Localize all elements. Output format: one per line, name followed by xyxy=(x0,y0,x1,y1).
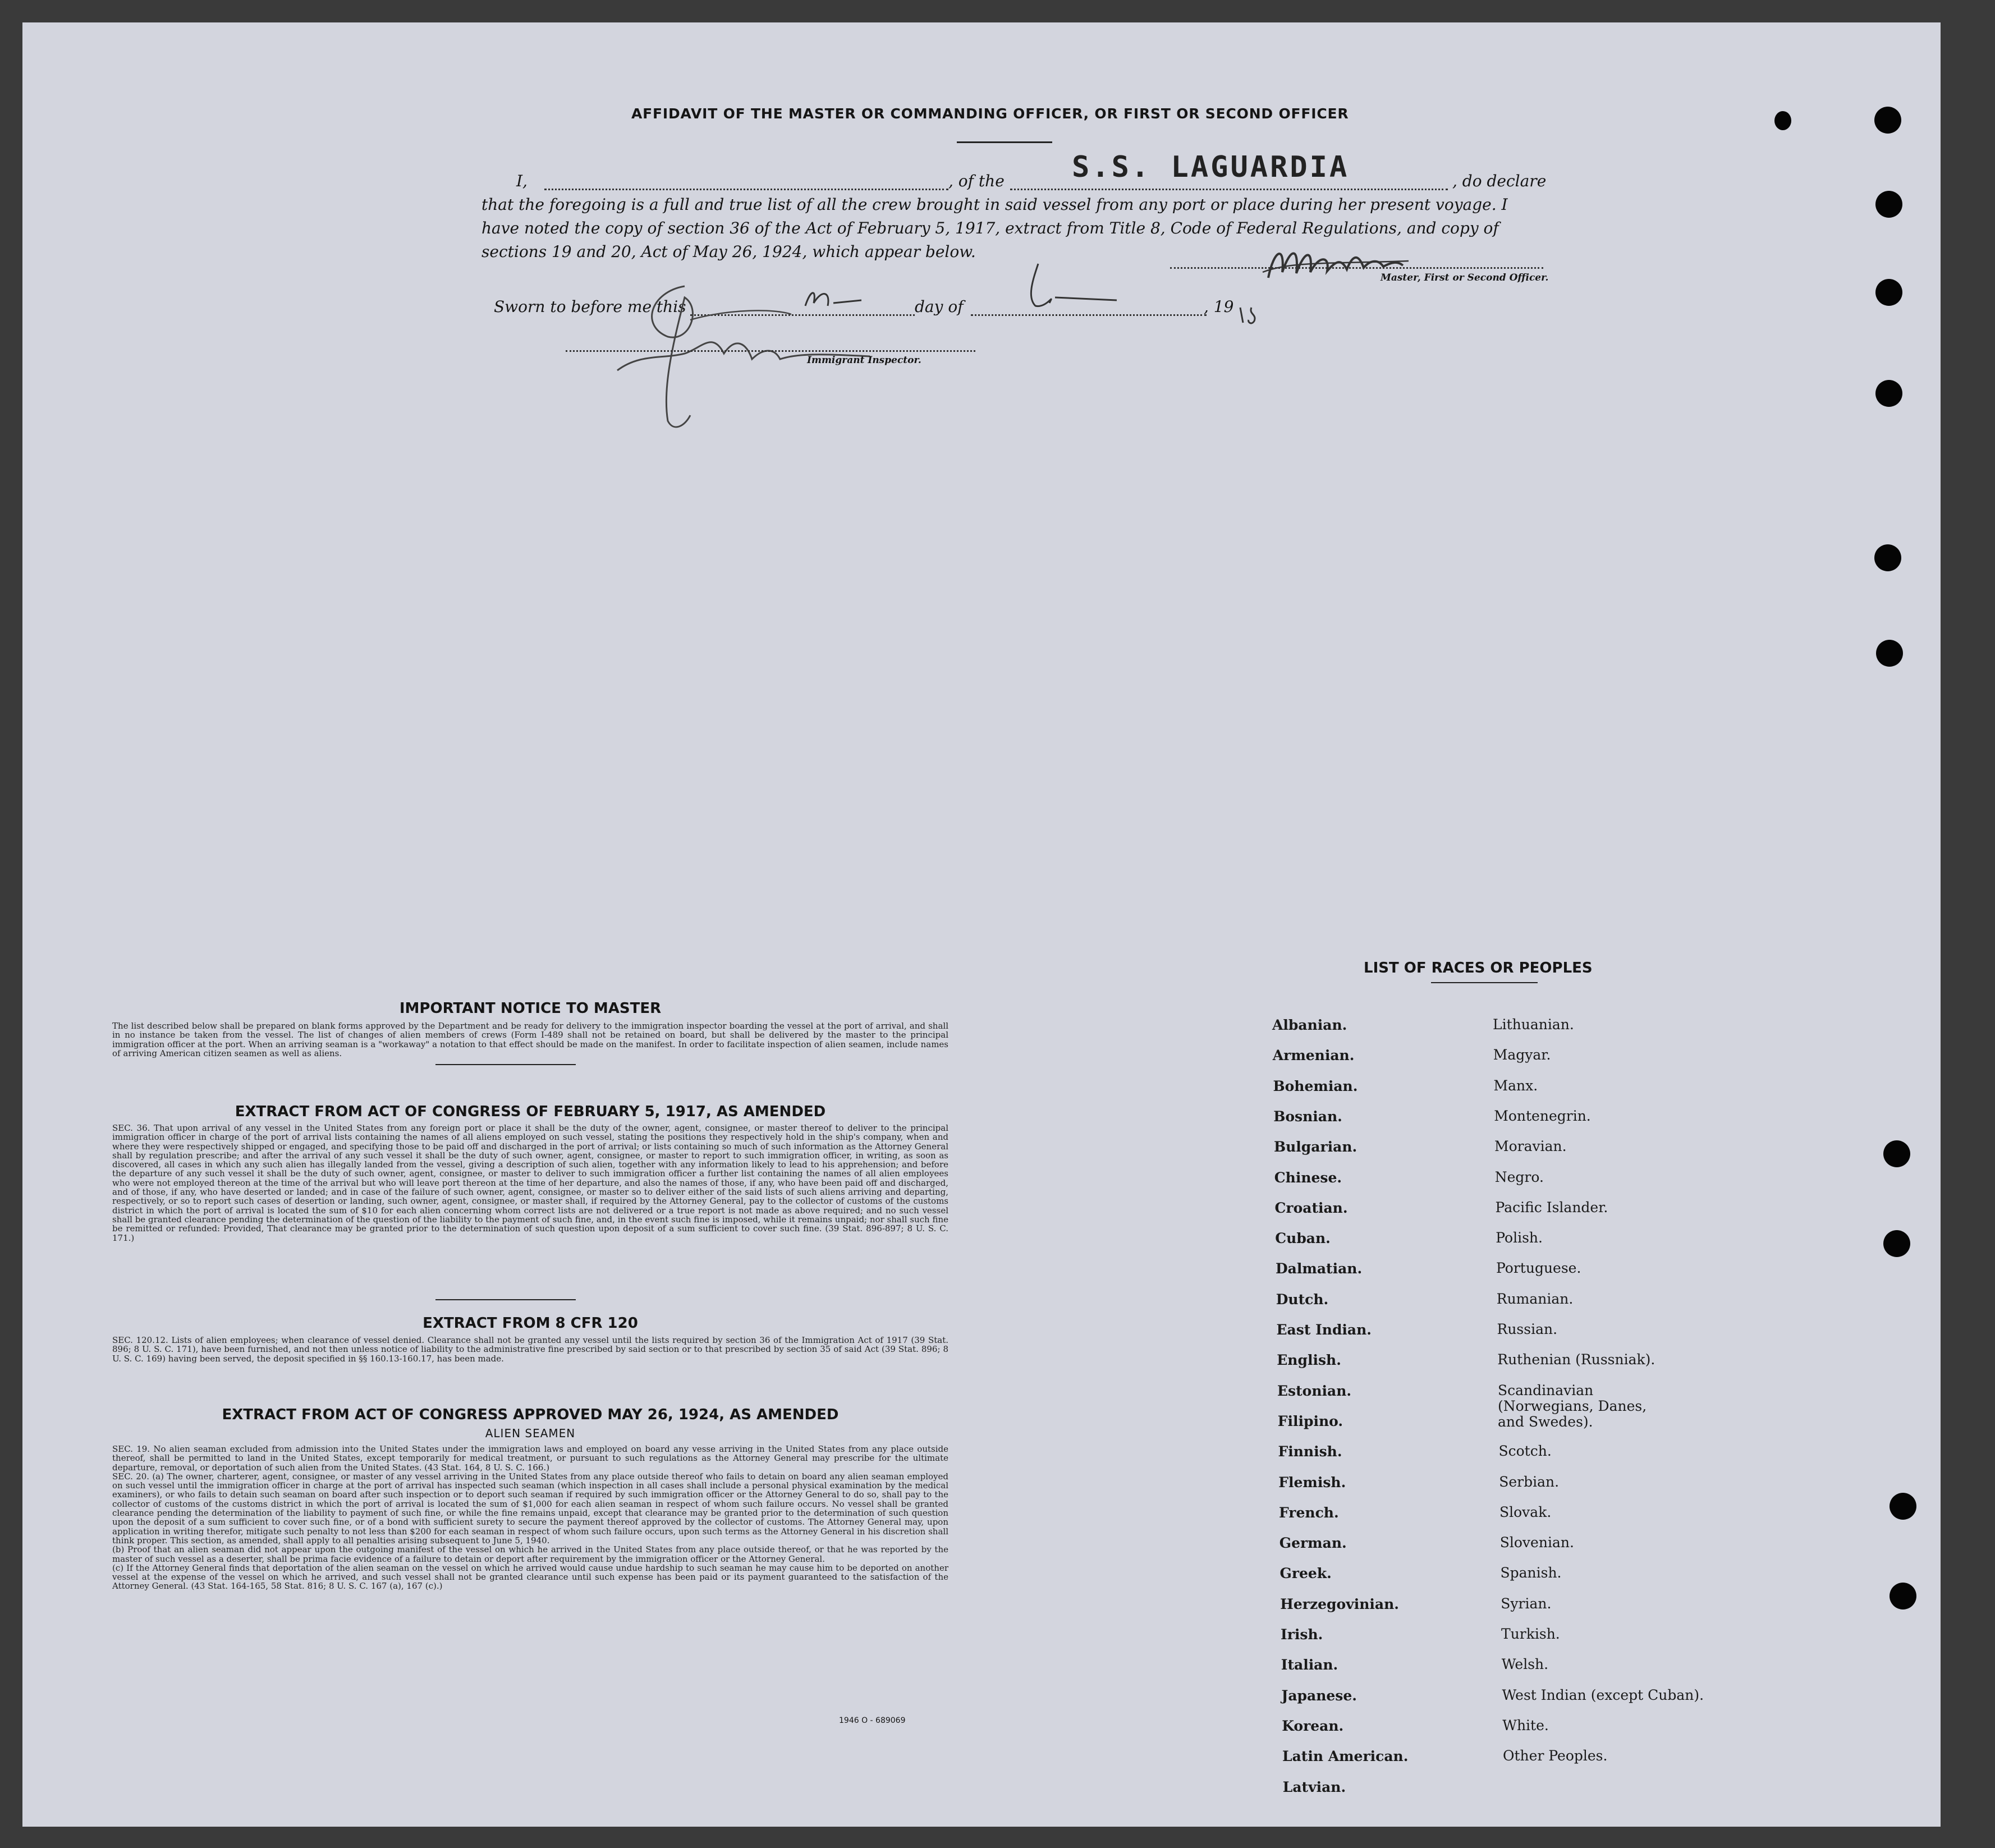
vessel-name: S.S. LAGUARDIA xyxy=(1072,150,1350,184)
of-the-label: , of the xyxy=(948,172,1005,190)
race-item: Bohemian. xyxy=(1273,1077,1358,1094)
punch-hole xyxy=(1774,111,1791,130)
race-item: Ruthenian (Russniak). xyxy=(1497,1351,1655,1368)
master-signature-line xyxy=(1170,267,1543,269)
punch-hole xyxy=(1874,544,1901,571)
punch-hole xyxy=(1876,640,1903,667)
race-item: Japanese. xyxy=(1281,1687,1357,1704)
alien-seamen-subtitle: ALIEN SEAMEN xyxy=(485,1427,576,1440)
extract-1924-title: EXTRACT FROM ACT OF CONGRESS APPROVED MAY 26, 1924, AS AMENDED xyxy=(222,1406,839,1423)
race-item: White. xyxy=(1502,1717,1549,1734)
race-item: Albanian. xyxy=(1272,1017,1347,1033)
race-item: Portuguese. xyxy=(1496,1260,1581,1277)
title-rule xyxy=(957,141,1052,143)
race-item: East Indian. xyxy=(1276,1322,1372,1338)
punch-hole xyxy=(1875,279,1902,306)
punch-hole xyxy=(1875,191,1902,218)
sec-20a: SEC. 20. (a) The owner, charterer, agent, consignee, or master of any vessel arriving in the United States from any place outside thereof who fails to detain on board any alien seaman employed on such vessel until the immigration officer in charge at the port of arrival has inspected such seaman (which inspection in all cases shall include a personal physical examination by the medical examiners), or who fails to detain such seaman on board after such inspection or to deport such seaman if required by such immigration officer or the Attorney General to do so, shall pay to the collector of customs of the customs district in which the port of arrival is located the sum of $1,000 for each alien seaman in respect of whom such failure occurs. No vessel shall be granted clearance pending the determination of the liability to payment of such fine, or while the fine remains unpaid, except that clearance may be granted prior to the determination of such question upon the deposit of a sum sufficient to cover such fine, or of a bond with sufficient surety to secure the payment thereof approved by the collector of customs. The Attorney General may, upon application in writing therefor, mitigate such penalty to not less than $200 for each seaman in respect of whom such failure occurs, upon such terms as the Attorney General in his discretion shall think proper. This section, as amended, shall apply to all penalties arising subsequent to June 5, 1940. xyxy=(112,1471,948,1546)
race-item: Irish. xyxy=(1281,1626,1323,1643)
punch-hole xyxy=(1883,1230,1910,1257)
inspector-signature-line xyxy=(566,350,975,352)
race-item: Scandinavian (Norwegians, Danes, and Swedes). xyxy=(1498,1382,1647,1430)
race-item: Polish. xyxy=(1496,1230,1543,1246)
affidavit-title: AFFIDAVIT OF THE MASTER OR COMMANDING OFFICER, OR FIRST OR SECOND OFFICER xyxy=(631,106,1349,122)
race-item: Scotch. xyxy=(1498,1443,1552,1460)
race-item: Turkish. xyxy=(1501,1626,1560,1642)
race-item: Italian. xyxy=(1281,1657,1338,1673)
race-item: Cuban. xyxy=(1275,1230,1331,1247)
race-item: Herzegovinian. xyxy=(1280,1595,1399,1612)
race-item: Bulgarian. xyxy=(1274,1139,1357,1155)
affidavit-statement: that the foregoing is a full and true list of all the crew brought in said vessel from any port or place during her present voyage. I have noted the copy of section 36 of the Act of February 5, 1917, extract from Title 8, Code of Federal Regulations, and copy of sections 19 and 20, Act of May 26, 1924, which appear below. xyxy=(481,195,1508,261)
race-item: Filipino. xyxy=(1277,1413,1343,1429)
race-item: Syrian. xyxy=(1501,1595,1552,1612)
race-item: Slovak. xyxy=(1499,1503,1552,1520)
race-item: German. xyxy=(1279,1535,1347,1552)
handwritten-year xyxy=(1237,303,1271,325)
sec-19: SEC. 19. No alien seaman excluded from admission into the United States under the immigration laws and employed on board any vesse arriving in the United States from any place outside thereof, shall be permitted to land in the United States, except temporarily for medical treatment, or pursuant to such regulations as the Attorney General may prescribe for the ultimate departure, removal, or deportation of such alien from the United States. (43 Stat. 164, 8 U. S. C. 166.) xyxy=(112,1444,948,1473)
punch-hole xyxy=(1874,107,1901,134)
do-declare-label: , do declare xyxy=(1452,172,1547,190)
race-item: Slovenian. xyxy=(1499,1534,1574,1551)
race-item: Latin American. xyxy=(1282,1748,1409,1765)
race-item: Russian. xyxy=(1497,1321,1558,1337)
notice-title: IMPORTANT NOTICE TO MASTER xyxy=(399,1000,662,1017)
notice-text: The list described below shall be prepared on blank forms approved by the Department and be ready for delivery to the immigration inspector boarding the vessel at the port of arrival, and shall in no instance be taken from the vessel. The list of changes of alien members of crews (Form I-489 shall not be retained on board, but shall be delivered by the master to the principal immigration officer at the port. When an arriving seaman is a "workaway" a notation to that effect should be made on the manifest. In order to facilitate inspection of alien seamen, include names of arriving American citizen seamen as well as aliens. xyxy=(112,1021,948,1058)
races-title-rule xyxy=(1431,982,1538,983)
race-item: Magyar. xyxy=(1493,1047,1551,1063)
sworn-label: Sworn to before me this xyxy=(494,297,686,316)
vessel-line xyxy=(1010,189,1448,190)
master-caption: Master, First or Second Officer. xyxy=(1381,272,1549,283)
race-item: Flemish. xyxy=(1278,1474,1346,1491)
day-of-label: day of xyxy=(915,297,964,316)
race-item: Pacific Islander. xyxy=(1495,1199,1608,1216)
name-line xyxy=(544,189,948,190)
race-item: Negro. xyxy=(1494,1168,1544,1185)
race-item: Croatian. xyxy=(1274,1199,1348,1216)
month-line xyxy=(971,314,1207,316)
race-item: Korean. xyxy=(1282,1717,1344,1734)
extract-cfr-title: EXTRACT FROM 8 CFR 120 xyxy=(423,1315,638,1332)
i-label: I, xyxy=(516,172,528,190)
punch-hole xyxy=(1883,1140,1910,1167)
extract-cfr-text: SEC. 120.12. Lists of alien employees; when clearance of vessel denied. Clearance shall not be granted any vessel until the lists required by section 36 of the Immigration Act of 1917 (39 Stat. 896; 8 U. S. C. 171), have been furnished, and not then unless notice of liability to the administrative fine prescribed by said section or to that prescribed by section 35 of said Act (39 Stat. 896; 8 U. S. C. 169) having been served, the deposit specified in §§ 160.13-160.17, has been made. xyxy=(112,1335,948,1364)
race-item: Latvian. xyxy=(1282,1778,1346,1795)
extract-1917-title: EXTRACT FROM ACT OF CONGRESS OF FEBRUARY 5, 1917, AS AMENDED xyxy=(235,1103,826,1120)
extract-1917-text: SEC. 36. That upon arrival of any vessel in the United States from any foreign port or place it shall be the duty of the owner, agent, consignee, or master thereof to deliver to the principal immigration officer in charge of the port of arrival lists containing the names of all aliens employed on such vessel, stating the positions they respectively hold in the ship's company, when and where they were respectively shipped or engaged, and specifying those to be paid off and discharged in the port of arrival; or lists containing so much of such information as the Attorney General shall by regulation prescribe; and after the arrival of any such vessel it shall be the duty of such owner, agent, consignee, or master to report to such immigration officer, in writing, as soon as discovered, all cases in which any such alien has illegally landed from the vessel, giving a description of such alien, together with any information likely to lead to his apprehension; and before the departure of any such vessel it shall be the duty of such owner, agent, consignee, or master to deliver to such immigration officer a further list containing the names of all alien employees who were not employed thereon at the time of the arrival but who will leave port thereon at the time of her departure, and also the names of those, if any, who have been paid off and discharged, and of those, if any, who have deserted or landed; and in case of the failure of such owner, agent, consignee, or master so to deliver either of the said lists of such aliens arriving and departing, respectively, or so to report such cases of desertion or landing, such owner, agent, consignee, or master shall, if required by the Attorney General, pay to the collector of customs of the customs district in which the port of arrival is located the sum of $10 for each alien concerning whom correct lists are not delivered or a true report is not made as above required; and no such vessel shall be granted clearance pending the determination of the question of the liability to the payment of such fine, and, in the event such fine is imposed, while it remains unpaid; nor shall such fine be remitted or refunded: Provided, That clearance may be granted prior to the determination of such question upon deposit of a sum sufficient to cover such fine. (39 Stat. 896-897; 8 U. S. C. 171.) xyxy=(112,1123,948,1243)
race-item: West Indian (except Cuban). xyxy=(1502,1686,1704,1703)
race-item: Estonian. xyxy=(1277,1382,1352,1399)
race-item: Montenegrin. xyxy=(1494,1107,1591,1124)
document-page xyxy=(22,22,1941,1827)
race-item: Rumanian. xyxy=(1496,1290,1574,1307)
sec-20b: (b) Proof that an alien seaman did not appear upon the outgoing manifest of the vessel on which he arrived in the United States from any place outside thereof, or that he was reported by the master of such vessel as a deserter, shall be prima facie evidence of a failure to detain or deport after requirement by the immigration officer or the Attorney General. xyxy=(112,1544,948,1564)
race-item: Armenian. xyxy=(1272,1047,1355,1064)
race-item: Chinese. xyxy=(1274,1169,1342,1186)
year-prefix: , 19 xyxy=(1204,297,1234,316)
sec-20c: (c) If the Attorney General finds that deportation of the alien seaman on the vessel on which he arrived would cause undue hardship to such seaman he may cause him to be deported on another vessel at the expense of the vessel on which he arrived, and such vessel shall not be granted clearance until such expense has been paid or its payment guaranteed to the satisfaction of the Attorney General. (43 Stat. 164-165, 58 Stat. 816; 8 U. S. C. 167 (a), 167 (c).) xyxy=(112,1562,948,1592)
race-item: Finnish. xyxy=(1278,1443,1342,1460)
punch-hole xyxy=(1875,380,1902,407)
print-code: 1946 O - 689069 xyxy=(839,1716,906,1725)
race-item: Other Peoples. xyxy=(1503,1748,1608,1764)
handwritten-month xyxy=(1021,258,1122,314)
race-item: Bosnian. xyxy=(1273,1108,1342,1125)
races-title: LIST OF RACES OR PEOPLES xyxy=(1364,960,1593,976)
race-item: Manx. xyxy=(1493,1077,1538,1094)
race-item: Spanish. xyxy=(1500,1565,1562,1581)
race-item: Serbian. xyxy=(1499,1473,1560,1490)
race-item: Welsh. xyxy=(1501,1656,1549,1673)
race-item: Dalmatian. xyxy=(1276,1260,1363,1277)
race-item: Moravian. xyxy=(1494,1138,1567,1155)
race-item: Greek. xyxy=(1279,1565,1332,1582)
race-item: English. xyxy=(1277,1352,1341,1369)
divider xyxy=(435,1064,576,1065)
inspector-caption: Immigrant Inspector. xyxy=(807,355,921,366)
race-item: Dutch. xyxy=(1276,1291,1329,1308)
divider xyxy=(435,1299,576,1300)
race-item: French. xyxy=(1279,1504,1339,1521)
race-item: Lithuanian. xyxy=(1493,1016,1574,1033)
punch-hole xyxy=(1889,1493,1916,1520)
punch-hole xyxy=(1889,1583,1916,1609)
extract-1924-text xyxy=(112,1445,948,1591)
